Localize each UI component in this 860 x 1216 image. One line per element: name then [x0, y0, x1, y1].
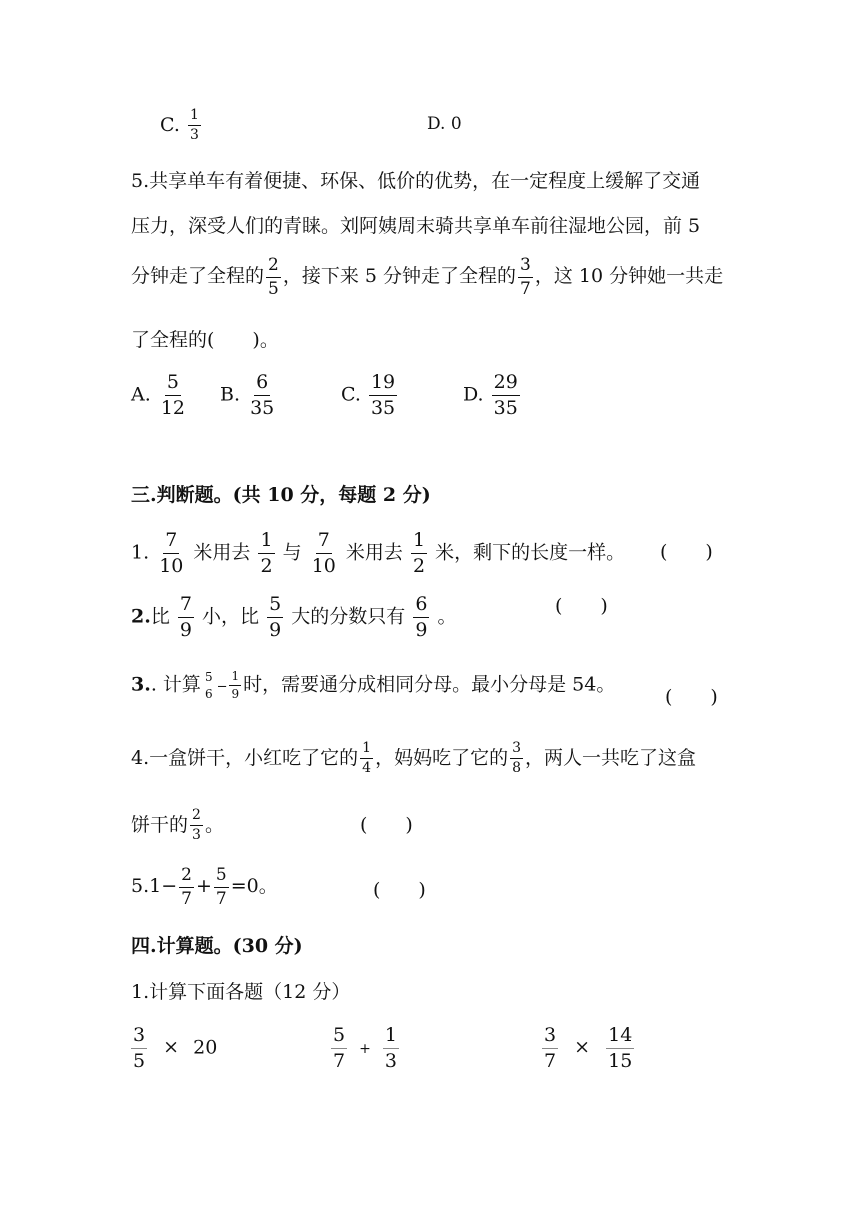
numerator: 5	[267, 594, 283, 618]
numerator: 6	[254, 372, 270, 396]
numerator: 1	[258, 530, 274, 554]
denominator: 5	[133, 1049, 146, 1072]
answer-blank[interactable]: ( )	[660, 541, 713, 563]
q5-option-b	[220, 372, 278, 419]
denominator: 3	[189, 127, 199, 144]
q5-option-c	[341, 372, 399, 419]
numerator: 5	[331, 1025, 347, 1049]
fraction	[159, 372, 187, 419]
operand: 20	[193, 1036, 218, 1059]
text: ，这 10 分钟她一共走	[534, 265, 724, 288]
fraction	[413, 594, 429, 641]
numerator: 3	[542, 1025, 558, 1049]
question-number: 1.	[131, 541, 150, 564]
fraction	[360, 741, 373, 777]
denominator: 35	[493, 396, 518, 419]
numerator: 7	[178, 594, 194, 618]
text: 饼干的	[131, 813, 189, 836]
plus-sign: +	[195, 875, 212, 898]
numerator: 14	[606, 1025, 634, 1049]
fraction	[518, 256, 533, 298]
denominator: 9	[269, 618, 282, 641]
answer-blank[interactable]: ( )	[360, 814, 413, 836]
option-c	[160, 108, 203, 144]
denominator: 7	[181, 888, 192, 909]
fraction	[492, 372, 520, 419]
denominator: 5	[268, 278, 279, 299]
q5-line-1: 5.共享单车有着便捷、环保、低价的优势，在一定程度上缓解了交通	[131, 170, 701, 192]
section-3-title: 三.判断题。(共 10 分，每题 2 分)	[131, 484, 431, 506]
text: 小，比	[202, 605, 260, 628]
text: . 计算	[150, 673, 201, 696]
numerator: 1	[188, 108, 201, 126]
numerator: 1	[229, 670, 241, 686]
fraction	[331, 1025, 347, 1072]
fraction	[266, 256, 281, 298]
operator: +	[359, 1041, 371, 1058]
denominator: 2	[260, 554, 273, 577]
minus-sign: −	[216, 679, 228, 695]
section-4-subtitle: 1.计算下面各题（12 分）	[131, 981, 351, 1003]
fraction	[178, 594, 194, 641]
numerator: 2	[190, 808, 203, 826]
option-label: D.	[463, 383, 484, 406]
fraction	[190, 808, 203, 844]
text: 。	[437, 605, 457, 628]
denominator: 15	[608, 1049, 633, 1072]
q5-line-3	[131, 256, 723, 298]
text: 时，需要通分成相同分母。最小分母是 54。	[243, 673, 616, 696]
calc-expression-2	[329, 1025, 401, 1072]
question-number: 2.	[131, 605, 151, 628]
denominator: 3	[384, 1049, 398, 1072]
text: 大的分数只有	[291, 605, 406, 628]
s3-q4-line-2	[131, 808, 224, 844]
numerator: 5	[165, 372, 181, 396]
option-label: D.	[427, 114, 446, 134]
fraction	[229, 670, 241, 701]
text: 与	[282, 541, 302, 564]
fraction	[383, 1025, 399, 1072]
numerator: 2	[179, 866, 194, 888]
text: =0。	[230, 875, 278, 898]
numerator: 1	[360, 741, 373, 759]
numerator: 3	[510, 741, 523, 759]
option-label: C.	[160, 113, 180, 136]
denominator: 4	[362, 760, 372, 777]
text: ，两人一共吃了这盒	[525, 746, 697, 769]
numerator: 7	[316, 530, 332, 554]
numerator: 19	[369, 372, 397, 396]
operator: ×	[574, 1036, 591, 1059]
denominator: 7	[215, 888, 227, 909]
text: 4.一盒饼干，小红吃了它的	[131, 746, 359, 769]
section-4-title: 四.计算题。(30 分)	[131, 935, 303, 957]
denominator: 7	[520, 278, 531, 299]
numerator: 7	[163, 530, 179, 554]
fraction	[258, 530, 274, 577]
fraction	[542, 1025, 558, 1072]
q5-option-a	[131, 372, 189, 419]
calc-expression-1	[129, 1025, 217, 1072]
option-label: C.	[341, 383, 361, 406]
option-d	[427, 116, 462, 133]
fraction	[267, 594, 283, 641]
denominator: 7	[544, 1049, 557, 1072]
text: 分钟走了全程的	[131, 265, 265, 288]
fraction	[411, 530, 427, 577]
denominator: 10	[311, 554, 336, 577]
numerator: 5	[214, 866, 229, 888]
s3-q3	[131, 670, 615, 701]
s3-q4-line-1	[131, 741, 696, 777]
question-number: 3.	[131, 673, 151, 696]
s3-q2	[131, 594, 456, 641]
denominator: 10	[159, 554, 184, 577]
fraction	[310, 530, 338, 577]
fraction	[369, 372, 397, 419]
text: 米，剩下的长度一样。	[435, 541, 626, 564]
q5-line-2: 压力，深受人们的青睐。刘阿姨周末骑共享单车前往湿地公园，前 5	[131, 215, 701, 237]
fraction	[188, 108, 201, 144]
numerator: 1	[383, 1025, 399, 1049]
q5-line-4: 了全程的( )。	[131, 329, 279, 351]
text: ，妈妈吃了它的	[375, 746, 509, 769]
denominator: 35	[250, 396, 275, 419]
fraction	[606, 1025, 634, 1072]
denominator: 9	[231, 687, 240, 702]
fraction	[214, 866, 229, 908]
calc-expression-3	[540, 1025, 636, 1072]
denominator: 9	[179, 618, 192, 641]
fraction	[157, 530, 185, 577]
s3-q5	[131, 866, 278, 908]
fraction	[131, 1025, 147, 1072]
numerator: 1	[411, 530, 427, 554]
denominator: 35	[370, 396, 396, 419]
fraction	[248, 372, 276, 419]
fraction	[510, 741, 523, 777]
option-label: B.	[220, 383, 241, 406]
text: 米用去	[193, 541, 251, 564]
fraction	[179, 866, 194, 908]
fraction	[203, 671, 215, 701]
numerator: 29	[492, 372, 520, 396]
numerator: 5	[204, 669, 213, 684]
operator: ×	[163, 1036, 180, 1059]
s3-q1	[131, 530, 625, 577]
text: 5.1−	[131, 875, 178, 898]
numerator: 2	[266, 256, 281, 278]
denominator: 2	[412, 554, 426, 577]
numerator: 3	[518, 256, 533, 278]
denominator: 12	[160, 396, 185, 419]
denominator: 3	[192, 827, 201, 844]
numerator: 3	[131, 1025, 147, 1049]
denominator: 8	[512, 760, 521, 777]
text: 比	[150, 605, 170, 628]
option-value: 0	[450, 114, 462, 134]
option-label: A.	[131, 383, 151, 406]
denominator: 9	[415, 618, 428, 641]
answer-blank[interactable]: ( )	[665, 686, 718, 708]
text: 米用去	[345, 541, 403, 564]
numerator: 6	[413, 594, 429, 618]
denominator: 7	[333, 1049, 346, 1072]
text: ，接下来 5 分钟走了全程的	[282, 265, 517, 288]
text: 。	[204, 813, 224, 836]
q5-option-d	[463, 372, 522, 419]
denominator: 6	[204, 686, 213, 701]
answer-blank[interactable]: ( )	[373, 879, 426, 901]
answer-blank[interactable]: ( )	[555, 595, 608, 617]
